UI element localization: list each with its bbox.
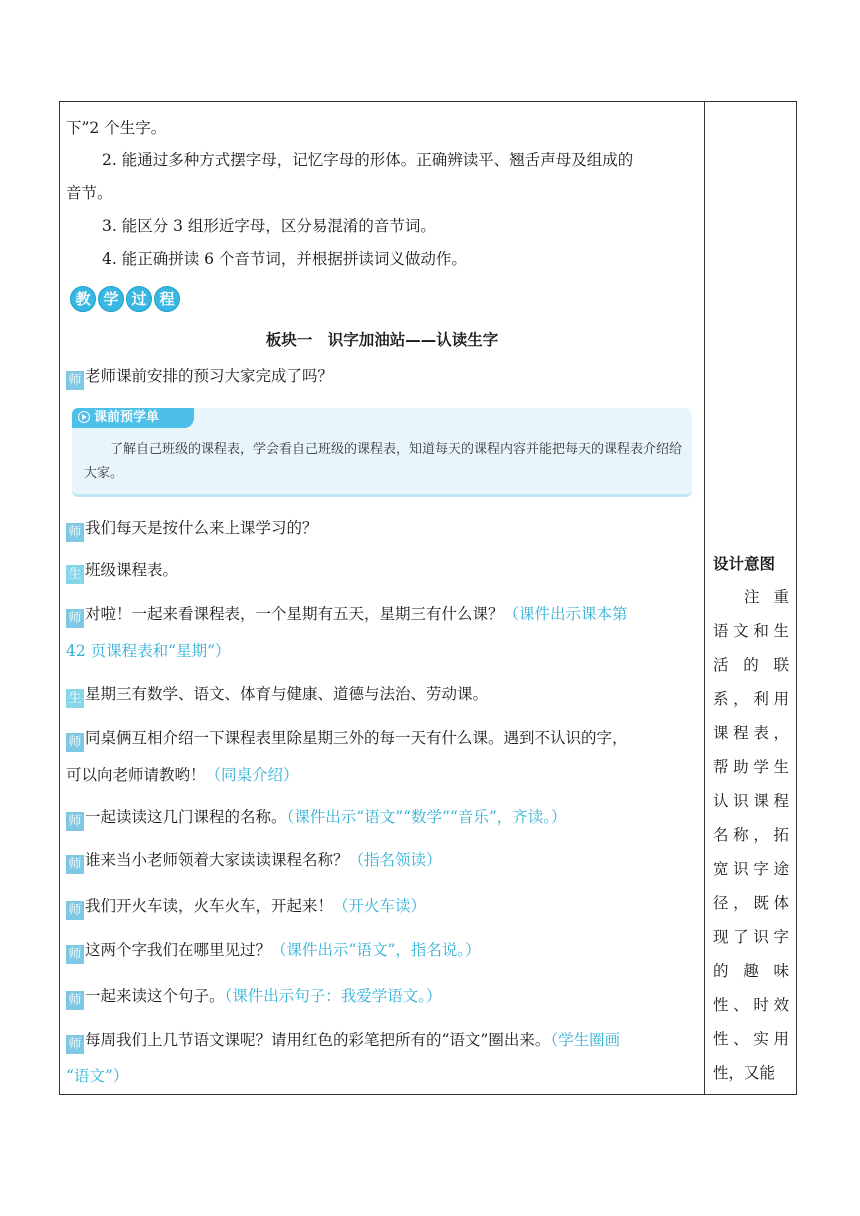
- courseware-note: （课件出示课本第: [503, 605, 628, 623]
- dialogue-line: 师 我们每天是按什么来上课学习的？: [66, 516, 318, 542]
- dialogue-line: 师 一起来读这个句子。（课件出示句子：我爱学语文。）: [66, 984, 442, 1010]
- prestudy-header: 课前预学单: [72, 408, 194, 428]
- dialogue-line: 师 我们开火车读，火车火车，开起来！（开火车读）: [66, 894, 426, 920]
- teacher-tag: 师: [66, 945, 84, 964]
- courseware-note: （同桌介绍）: [205, 766, 299, 784]
- design-intent-title: 设计意图: [713, 555, 776, 573]
- dialogue-line: 师 对啦！一起来看课程表，一个星期有五天，星期三有什么课？（课件出示课本第: [66, 602, 628, 628]
- dialogue-line: 师 同桌俩互相介绍一下课程表里除星期三外的每一天有什么课。遇到不认识的字，: [66, 726, 628, 752]
- courseware-note: （课件出示句子：我爱学语文。）: [224, 987, 442, 1005]
- teacher-tag: 师: [66, 609, 84, 628]
- prestudy-card: [72, 408, 692, 497]
- section-badge: [70, 286, 180, 312]
- student-tag: 生: [66, 565, 84, 584]
- badge-char: 学: [98, 286, 124, 312]
- dialogue-line: 师 每周我们上几节语文课呢？请用红色的彩笔把所有的“语文”圈出来。（学生圈画: [66, 1028, 620, 1054]
- objective-2-cont: 音节。: [66, 184, 113, 202]
- objective-tail: 下”2 个生字。: [66, 119, 167, 137]
- dialogue-line: 生 星期三有数学、语文、体育与健康、道德与法治、劳动课。: [66, 682, 488, 708]
- dialogue-line: 生 班级课程表。: [66, 558, 178, 584]
- teacher-tag: 师: [66, 371, 84, 390]
- dialogue-line: 师 老师课前安排的预习大家完成了吗？: [66, 364, 333, 390]
- teacher-tag: 师: [66, 733, 84, 752]
- courseware-note-cont: “语文”）: [66, 1067, 129, 1085]
- dialogue-line: 师 一起读读这几门课程的名称。（课件出示“语文”“数学”“音乐”，齐读。）: [66, 805, 567, 831]
- dialogue-line: 师 谁来当小老师领着大家读读课程名称？（指名领读）: [66, 848, 442, 874]
- design-intent-column: [705, 102, 798, 1094]
- badge-char: 程: [154, 286, 180, 312]
- objective-3: 3. 能区分 3 组形近字母，区分易混淆的音节词。: [102, 217, 436, 235]
- teacher-tag: 师: [66, 855, 84, 874]
- badge-char: 教: [70, 286, 96, 312]
- objective-2: 2. 能通过多种方式摆字母，记忆字母的形体。正确辨读平、翘舌声母及组成的: [102, 151, 634, 169]
- dialogue-line: 师 这两个字我们在哪里见过？（课件出示“语文”，指名说。）: [66, 938, 481, 964]
- teacher-tag: 师: [66, 523, 84, 542]
- badge-char: 过: [126, 286, 152, 312]
- teacher-tag: 师: [66, 991, 84, 1010]
- main-column: [60, 102, 704, 1094]
- dialogue-line-cont: 可以向老师请教哟！（同桌介绍）: [66, 766, 299, 784]
- lesson-table: [59, 101, 797, 1095]
- courseware-note: （开火车读）: [333, 897, 427, 915]
- courseware-note: （课件出示“语文”“数学”“音乐”，齐读。）: [286, 808, 567, 826]
- courseware-note: （指名领读）: [348, 851, 442, 869]
- play-icon: [78, 411, 90, 423]
- objective-4: 4. 能正确拼读 6 个音节词，并根据拼读词义做动作。: [102, 250, 467, 268]
- section-title: 板块一 识字加油站——认读生字: [265, 331, 499, 349]
- teacher-tag: 师: [66, 1035, 84, 1054]
- student-tag: 生: [66, 689, 84, 708]
- courseware-note: （学生圈画: [550, 1031, 621, 1049]
- teacher-tag: 师: [66, 901, 84, 920]
- courseware-note-cont: 42 页课程表和“星期”）: [66, 642, 231, 660]
- prestudy-text: 了解自己班级的课程表，学会看自己班级的课程表，知道每天的课程内容并能把每天的课程表介绍给大家。: [84, 442, 683, 481]
- design-intent-body: 注重语文和生活的联系，利用课程表，帮助学生认识课程名称，拓宽识字途径，既体现了识字的趣味性、时效性、实用性，又能: [713, 588, 789, 1082]
- courseware-note: （课件出示“语文”，指名说。）: [271, 941, 481, 959]
- teacher-tag: 师: [66, 812, 84, 831]
